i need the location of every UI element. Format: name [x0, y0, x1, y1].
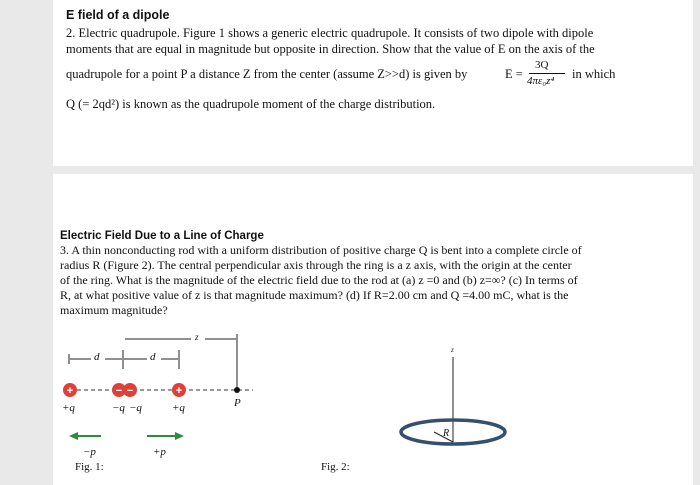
fig1-caption: Fig. 1: [75, 461, 104, 473]
p1-line1: 2. Electric quadrupole. Figure 1 shows a generic electric quadrupole. It consists of two dipole with dipole [66, 26, 594, 40]
charge-label-2: −q [112, 402, 125, 414]
dipole-left-label: −p [83, 446, 96, 458]
minus-sign-a: − [115, 385, 123, 397]
formula-suffix: in which [572, 67, 616, 81]
p1-line2: moments that are equal in magnitude but opposite in direction. Show that the value of E on the axis of the [66, 42, 595, 56]
formula-lhs: E = [505, 67, 523, 81]
p2-line3: of the ring. What is the magnitude of the electric field due to the rod at (a) z =0 and (b) z=∞? (c) In terms of [60, 273, 578, 287]
plus-sign-right: + [175, 385, 183, 397]
formula-numerator: 3Q [535, 59, 549, 71]
formula-denominator: 4πε₀z⁴ [527, 75, 555, 87]
fig2-caption: Fig. 2: [321, 461, 350, 473]
heading-e-field-dipole: E field of a dipole [66, 8, 170, 22]
p2-line5: maximum magnitude? [60, 303, 168, 317]
dipole-right-arrowhead [175, 432, 184, 440]
p1-line4: Q (= 2qd²) is known as the quadrupole moment of the charge distribution. [66, 97, 436, 111]
fig1-d-left-label: d [94, 351, 100, 363]
heading-line-of-charge: Electric Field Due to a Line of Charge [60, 230, 264, 242]
p2-line2: radius R (Figure 2). The central perpendicular axis through the ring is a z axis, with the origin at the center [60, 258, 572, 272]
p2-line1: 3. A thin nonconducting rod with a uniform distribution of positive charge Q is bent into a complete circle of [60, 243, 582, 257]
fig2-radius-label: R [443, 428, 450, 439]
fig1-d-right-label: d [150, 351, 156, 363]
problem-2-card [53, 0, 693, 166]
point-p [234, 387, 240, 393]
point-p-label: P [234, 397, 241, 409]
charge-label-1: +q [62, 402, 75, 414]
figure-1-diagram [53, 174, 693, 485]
dipole-right-label: +p [153, 446, 166, 458]
minus-sign-b: − [126, 385, 134, 397]
charge-label-4: +q [172, 402, 185, 414]
charge-label-3: −q [129, 402, 142, 414]
fig2-z-label: z [451, 346, 454, 354]
problem-3-card [53, 174, 693, 485]
plus-sign-left: + [66, 385, 74, 397]
fig1-z-label: z [195, 332, 199, 342]
dipole-left-arrowhead [69, 432, 78, 440]
p1-line3: quadrupole for a point P a distance Z from the center (assume Z>>d) is given by [66, 67, 468, 81]
p2-line4: R, at what positive value of z is that magnitude maximum? (d) If R=2.00 cm and Q =4.00 mC, what is the [60, 288, 569, 302]
